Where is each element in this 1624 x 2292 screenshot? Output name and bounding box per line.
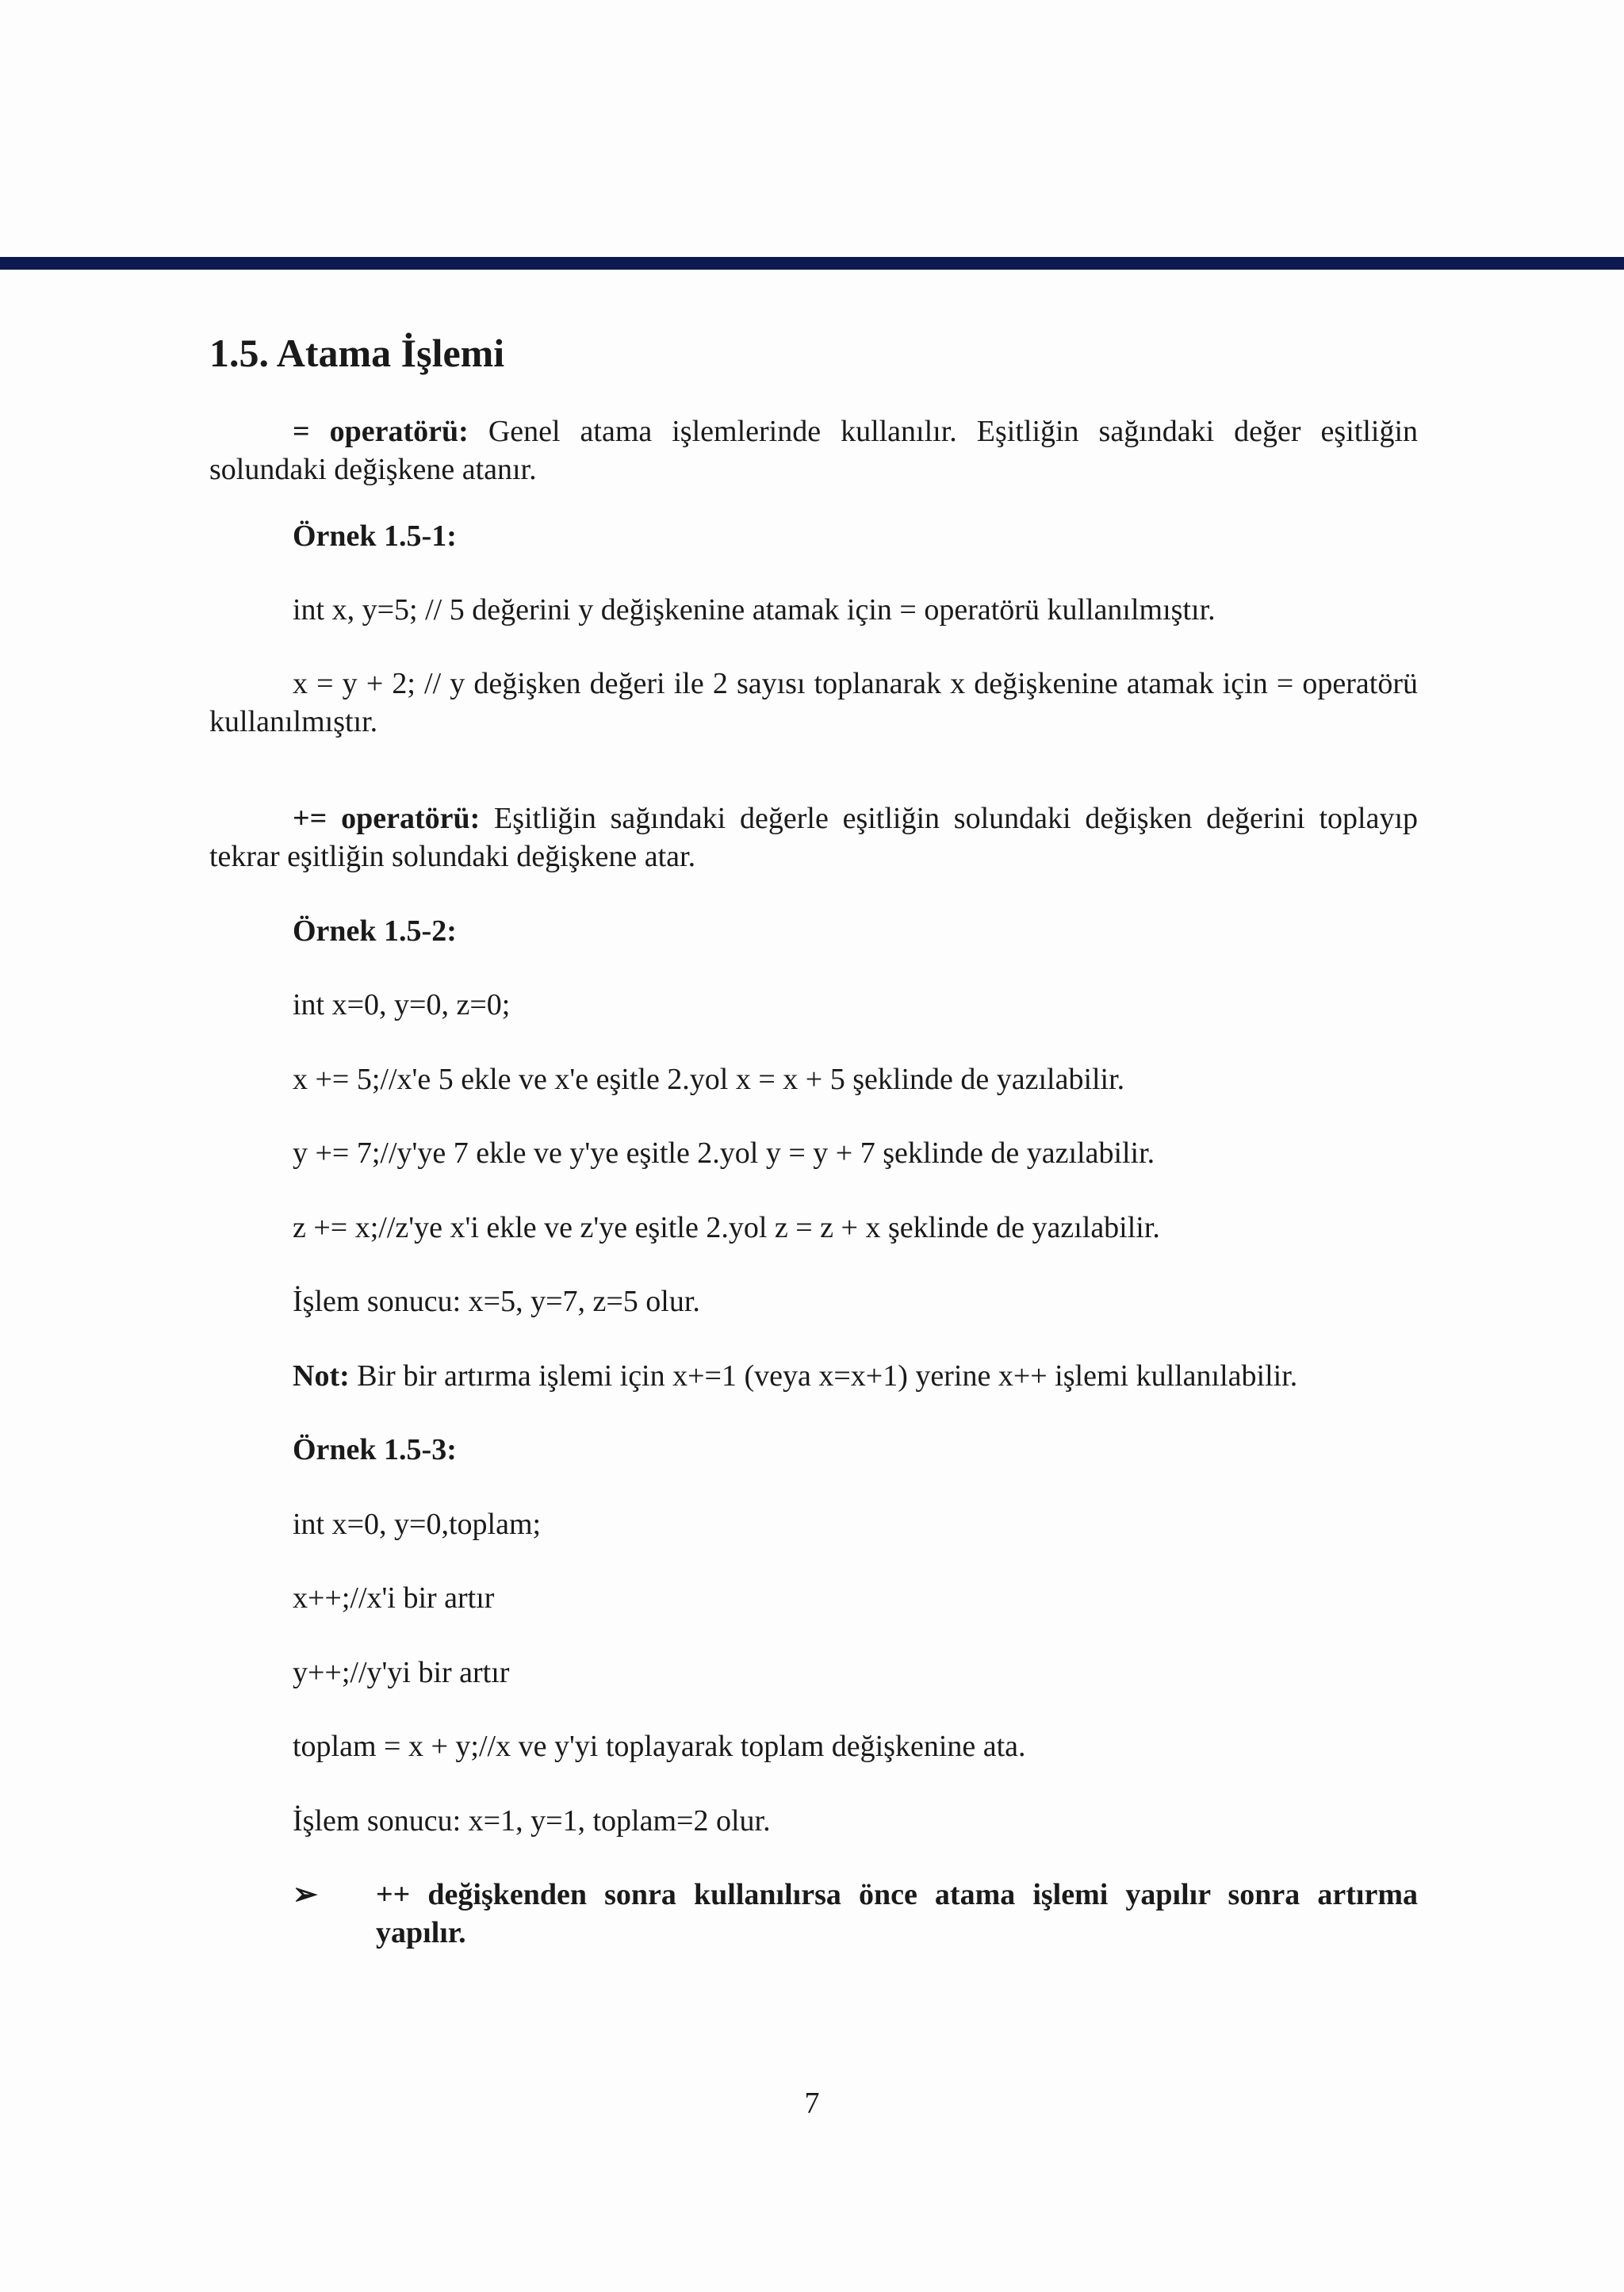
header-rule	[0, 257, 1624, 270]
assign-operator-paragraph	[209, 412, 1418, 489]
example-2-title: Örnek 1.5-2:	[293, 914, 457, 948]
page-number: 7	[804, 2087, 820, 2120]
example-3-line: int x=0, y=0,toplam;	[293, 1508, 542, 1541]
note-paragraph	[293, 1357, 1297, 1395]
plus-assign-operator-text: Eşitliğin sağındaki değerle eşitliğin solundaki değişken değerini toplayıp tekrar eşitliğin solundaki değişkene atar.	[209, 802, 1418, 873]
example-3-title: Örnek 1.5-3:	[293, 1433, 457, 1466]
arrow-bullet-icon: ➢	[293, 1878, 318, 1911]
example-3-line: toplam = x + y;//x ve y'yi toplayarak toplam değişkenine ata.	[293, 1730, 1026, 1763]
example-1-line-1: int x, y=5; // 5 değerini y değişkenine atamak için = operatörü kullanılmıştır.	[293, 593, 1216, 627]
note-text: Bir bir artırma işlemi için x+=1 (veya x=x+1) yerine x++ işlemi kullanılabilir.	[349, 1359, 1298, 1393]
example-1-title: Örnek 1.5-1:	[293, 519, 457, 553]
plus-assign-operator-paragraph	[209, 799, 1418, 876]
section-title: 1.5. Atama İşlemi	[209, 331, 505, 375]
example-2-result: İşlem sonucu: x=5, y=7, z=5 olur.	[293, 1285, 700, 1318]
example-3-line: y++;//y'yi bir artır	[293, 1656, 510, 1689]
note-label: Not:	[293, 1359, 350, 1393]
example-3-result: İşlem sonucu: x=1, y=1, toplam=2 olur.	[293, 1804, 771, 1838]
assign-operator-label: = operatörü:	[293, 415, 469, 448]
example-2-line: y += 7;//y'ye 7 ekle ve y'ye eşitle 2.yol y = y + 7 şeklinde de yazılabilir.	[293, 1136, 1155, 1170]
example-2-line: x += 5;//x'e 5 ekle ve x'e eşitle 2.yol x = x + 5 şeklinde de yazılabilir.	[293, 1063, 1125, 1096]
example-2-line: int x=0, y=0, z=0;	[293, 988, 511, 1021]
assign-operator-text: Genel atama işlemlerinde kullanılır. Eşitliğin sağındaki değer eşitliğin solundaki değişkene atanır.	[209, 415, 1418, 486]
example-1-line-2-text: x = y + 2; // y değişken değeri ile 2 sayısı toplanarak x değişkenine atamak için = operatörü kullanılmıştır.	[209, 667, 1418, 738]
plus-assign-operator-label: += operatörü:	[293, 802, 481, 835]
bullet-item	[293, 1876, 1418, 1952]
bullet-text: ++ değişkenden sonra kullanılırsa önce atama işlemi yapılır sonra artırma yapılır.	[376, 1878, 1418, 1949]
example-2-line: z += x;//z'ye x'i ekle ve z'ye eşitle 2.yol z = z + x şeklinde de yazılabilir.	[293, 1211, 1160, 1244]
example-3-line: x++;//x'i bir artır	[293, 1581, 495, 1615]
example-1-line-2	[209, 665, 1418, 741]
